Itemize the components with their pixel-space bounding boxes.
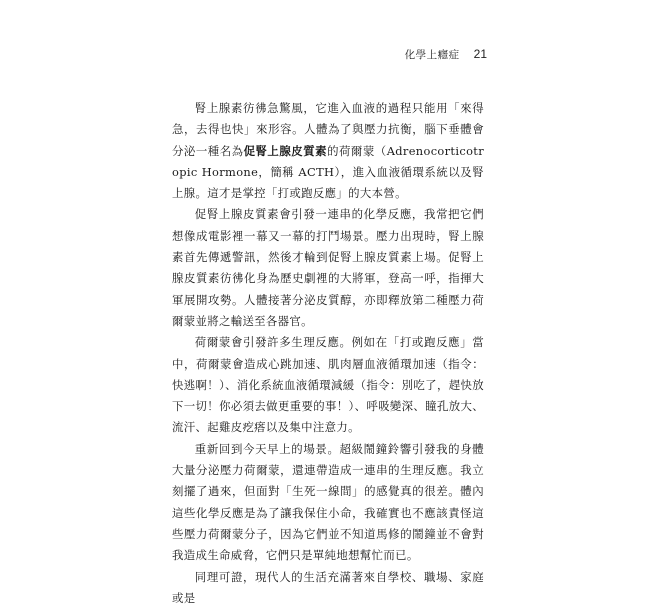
paragraph <box>172 439 484 567</box>
paragraph <box>172 204 484 332</box>
paragraph-text: 腎上腺素彷彿急驚風，它進入血液的過程只能用「來得急，去得也快」來形容。人體為了與壓力抗衡，腦下垂體會分泌一種名為 <box>172 101 484 158</box>
paragraph-text: 的荷爾蒙（Adrenocorticotropic Hormone，簡稱 ACTH），進入血液循環系統以及腎上腺。這才是掌控「打或跑反應」的大本營。 <box>172 143 485 201</box>
paragraph-text: 重新回到今天早上的場景。超級鬧鐘鈴響引發我的身體大量分泌壓力荷爾蒙，還連帶造成一連串的生理反應。我立刻擺了過來，但面對「生死一線間」的感覺真的很差。體內這些化學反應是為了讓我保住小命，我確實也不應該責怪這些壓力荷爾蒙分子，因為它們並不知道馬修的鬧鐘並不會對我造成生命威脅，它們只是單純地想幫忙而已。 <box>172 441 484 563</box>
page-number: 21 <box>473 47 487 61</box>
paragraph-text: 促腎上腺皮質素會引發一連串的化學反應，我常把它們想像成電影裡一幕又一幕的打鬥場景。壓力出現時，腎上腺素首先傳遞警訊，然後才輪到促腎上腺皮質素上場。促腎上腺皮質素彷彿化身為歷史劇裡的大將軍，登高一呼，指揮大軍展開攻勢。人體接著分泌皮質醇，亦即釋放第二種壓力荷爾蒙並將之輸送至各器官。 <box>172 207 484 328</box>
paragraph <box>172 332 484 438</box>
paragraph-text: 同理可證，現代人的生活充滿著來自學校、職場、家庭或是 <box>172 569 484 605</box>
body-text <box>172 98 484 609</box>
paragraph <box>172 567 484 609</box>
bold-term: 促腎上腺皮質素 <box>243 143 328 158</box>
paragraph-text: 荷爾蒙會引發許多生理反應。例如在「打或跑反應」當中，荷爾蒙會造成心跳加速、肌肉層血液循環加速（指令：快逃啊！）、消化系統血液循環減緩（指令：別吃了，趕快放下一切！你必須去做更重要的事！）、呼吸變深、瞳孔放大、流汗、起雞皮疙瘩以及集中注意力。 <box>172 335 484 435</box>
chapter-title: 化學上癮症 <box>404 49 460 61</box>
paragraph <box>172 98 484 204</box>
running-header <box>405 47 487 62</box>
